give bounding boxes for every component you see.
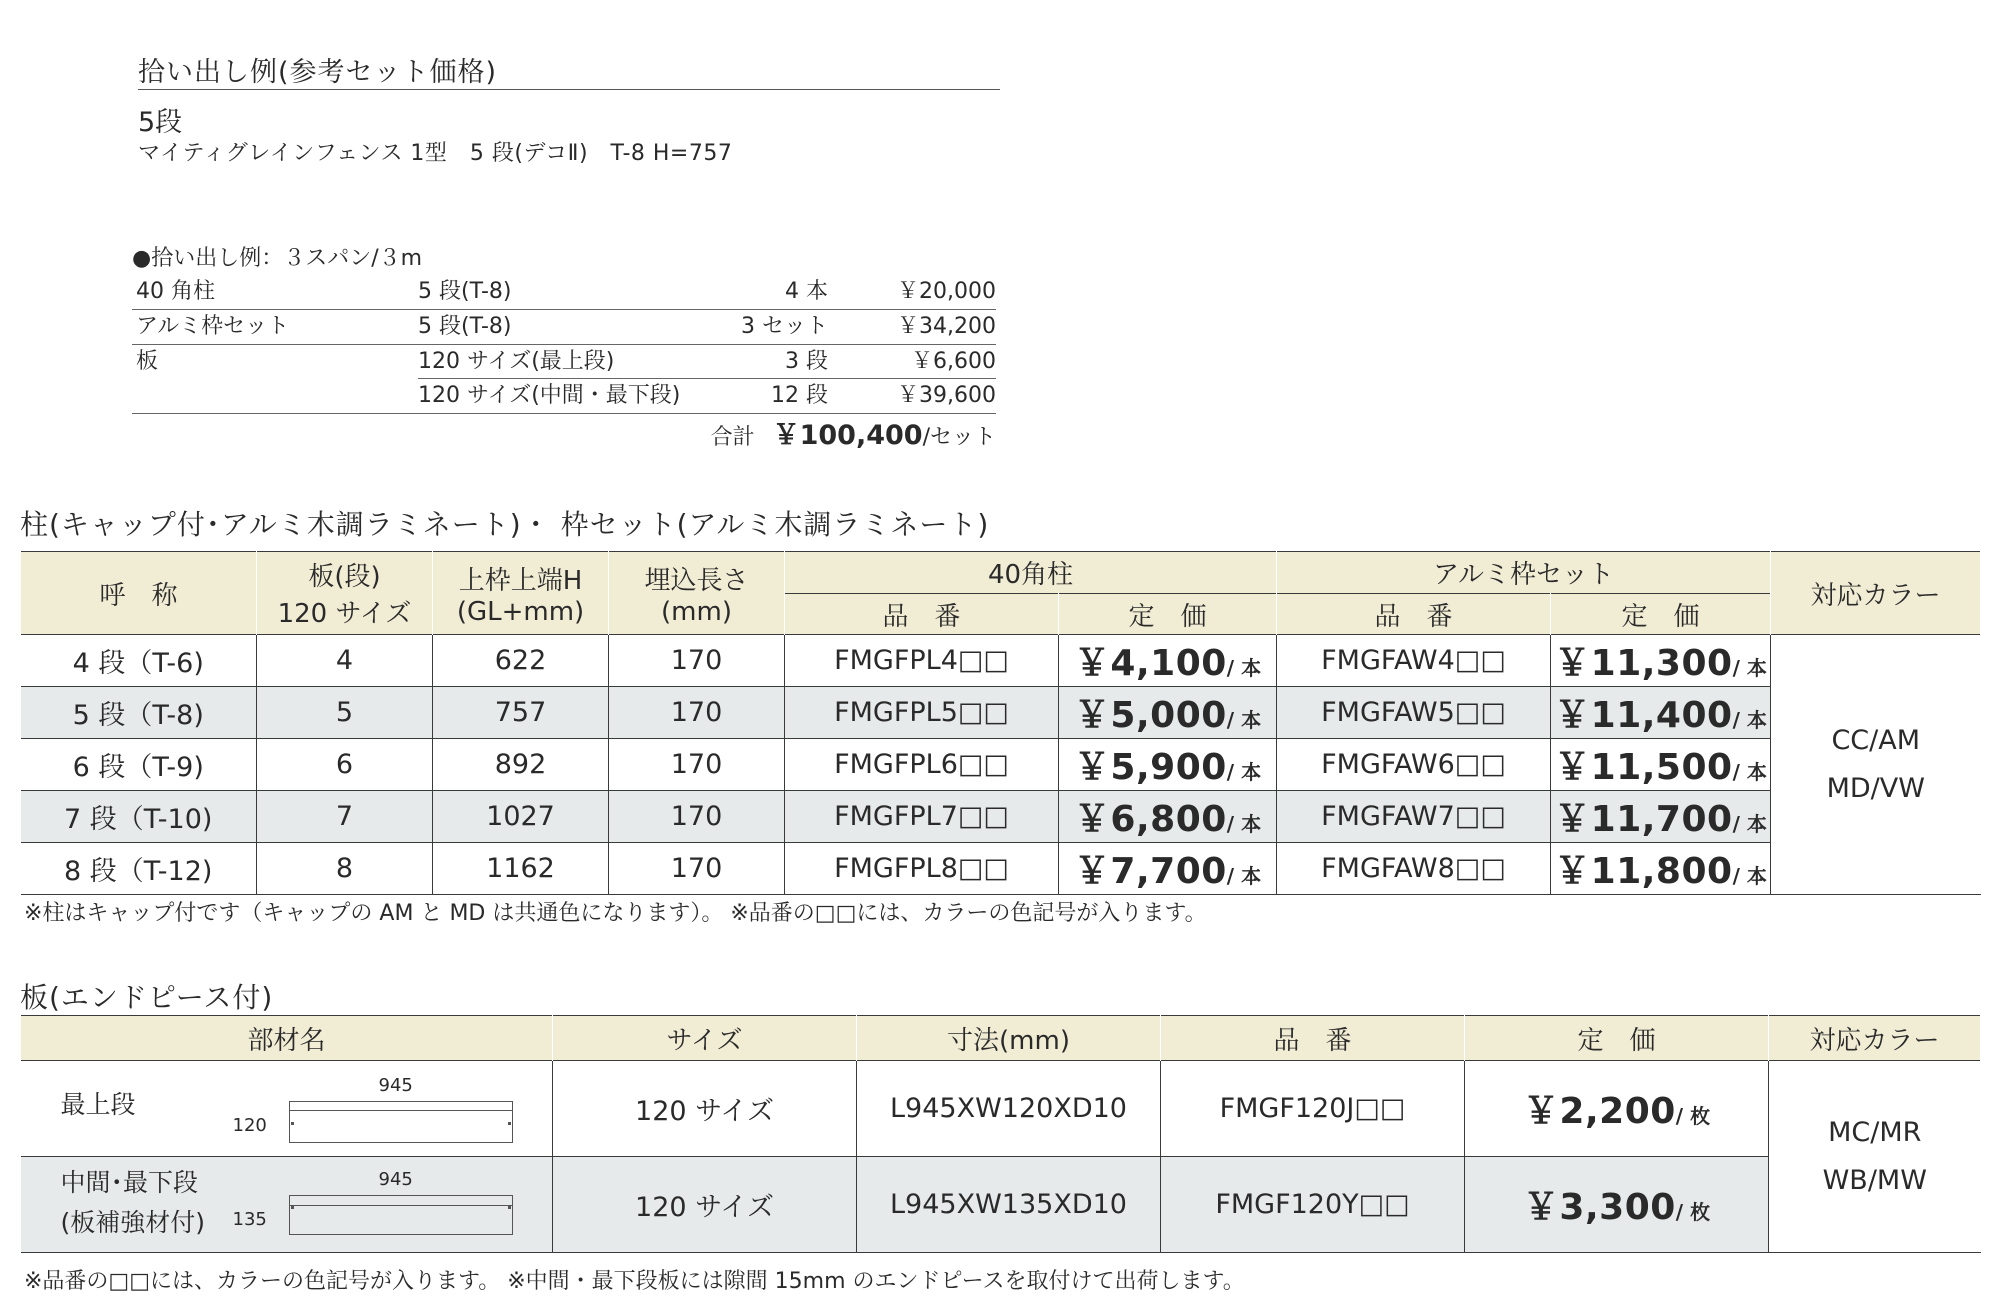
table-row	[21, 1157, 1981, 1253]
post-frame-table	[20, 551, 1981, 895]
calc-item: 板	[136, 349, 159, 374]
part-label: 最上段	[60, 1090, 136, 1119]
row-board: 4	[257, 635, 433, 687]
row-price: ￥3,300/ 枚	[1465, 1157, 1769, 1253]
header-part-no: 品 番	[1161, 1016, 1465, 1061]
header-price: 定 価	[1465, 1016, 1769, 1061]
row-post-price: ￥6,800/ 本	[1059, 791, 1277, 843]
example-title: 拾い出し例(参考セット価格)	[138, 57, 498, 88]
row-frame-price: ￥11,400/ 本	[1551, 687, 1771, 739]
table-row	[21, 687, 1981, 739]
row-frame-price: ￥11,300/ 本	[1551, 635, 1771, 687]
board-height: 120	[232, 1115, 267, 1136]
calc-qty: 3 セット	[741, 314, 828, 339]
header-frame-price: 定 価	[1551, 594, 1771, 635]
table-row	[21, 1061, 1981, 1157]
row-height: 892	[433, 739, 609, 791]
post-colors: CC/AM MD/VW	[1771, 635, 1981, 895]
row-name: 4 段（T-6)	[21, 635, 257, 687]
header-frame: アルミ枠セット	[1277, 552, 1771, 594]
row-size: 120 サイズ	[553, 1061, 857, 1157]
calc-price: ￥39,600	[897, 383, 996, 408]
example-product: マイティグレインフェンス 1型 5 段(デコⅡ) T-8 H=757	[138, 141, 733, 166]
header-post-price: 定 価	[1059, 594, 1277, 635]
row-post-no: FMGFPL6□□	[785, 739, 1059, 791]
calc-spec: 5 段(T-8)	[418, 279, 512, 304]
row-post-price: ￥4,100/ 本	[1059, 635, 1277, 687]
table-row	[21, 739, 1981, 791]
row-post-no: FMGFPL4□□	[785, 635, 1059, 687]
row-embed: 170	[609, 791, 785, 843]
calc-total	[132, 414, 996, 458]
header-post-no: 品 番	[785, 594, 1059, 635]
row-post-no: FMGFPL8□□	[785, 843, 1059, 895]
row-size: 120 サイズ	[553, 1157, 857, 1253]
total-unit: /セット	[922, 425, 996, 450]
section1-title: 柱(キャップ付･アルミ木調ラミネート)・ 枠セット(アルミ木調ラミネート)	[20, 508, 990, 541]
row-board: 6	[257, 739, 433, 791]
row-embed: 170	[609, 843, 785, 895]
board-width: 945	[378, 1169, 413, 1190]
row-board: 7	[257, 791, 433, 843]
header-board: 板(段) 120 サイズ	[257, 552, 433, 635]
calc-row	[132, 379, 996, 414]
row-name: 6 段（T-9)	[21, 739, 257, 791]
board-colors: MC/MR WB/MW	[1769, 1061, 1981, 1253]
section2-note: ※品番の□□には、カラーの色記号が入ります。 ※中間・最下段板には隙間 15mm のエンドピースを取付けて出荷します。	[24, 1269, 1245, 1294]
header-height: 上枠上端H (GL+mm)	[433, 552, 609, 635]
row-frame-no: FMGFAW5□□	[1277, 687, 1551, 739]
table-row	[21, 843, 1981, 895]
row-post-price: ￥5,000/ 本	[1059, 687, 1277, 739]
header-post: 40角柱	[785, 552, 1277, 594]
row-embed: 170	[609, 635, 785, 687]
board-diagram	[289, 1101, 513, 1143]
row-height: 1027	[433, 791, 609, 843]
row-post-price: ￥5,900/ 本	[1059, 739, 1277, 791]
header-part: 部材名	[21, 1016, 553, 1061]
board-width: 945	[378, 1075, 413, 1096]
row-name: 5 段（T-8)	[21, 687, 257, 739]
header-colors: 対応カラー	[1769, 1016, 1981, 1061]
example-dan: 5段	[138, 107, 183, 138]
part-label: 中間･最下段 (板補強材付)	[60, 1168, 206, 1237]
row-embed: 170	[609, 687, 785, 739]
row-height: 1162	[433, 843, 609, 895]
calc-item: アルミ枠セット	[136, 314, 290, 339]
row-frame-no: FMGFAW6□□	[1277, 739, 1551, 791]
header-colors: 対応カラー	[1771, 552, 1981, 635]
row-board: 8	[257, 843, 433, 895]
calc-title: ●拾い出し例：３スパン/３m	[132, 246, 423, 271]
row-post-no: FMGFPL5□□	[785, 687, 1059, 739]
row-frame-no: FMGFAW8□□	[1277, 843, 1551, 895]
header-embed: 埋込長さ (mm)	[609, 552, 785, 635]
calc-row	[132, 275, 996, 310]
row-frame-no: FMGFAW7□□	[1277, 791, 1551, 843]
section2-title: 板(エンドピース付)	[20, 981, 274, 1014]
calc-qty: 12 段	[771, 383, 828, 408]
row-dims: L945XW135XD10	[857, 1157, 1161, 1253]
calc-price: ￥20,000	[897, 279, 996, 304]
total-amount: ￥100,400	[772, 420, 923, 451]
calc-spec: 5 段(T-8)	[418, 314, 512, 339]
row-height: 622	[433, 635, 609, 687]
row-frame-no: FMGFAW4□□	[1277, 635, 1551, 687]
example-divider	[138, 89, 1000, 90]
row-frame-price: ￥11,500/ 本	[1551, 739, 1771, 791]
row-embed: 170	[609, 739, 785, 791]
row-post-no: FMGFPL7□□	[785, 791, 1059, 843]
calc-qty: 3 段	[785, 349, 828, 374]
row-part-no: FMGF120J□□	[1161, 1061, 1465, 1157]
row-height: 757	[433, 687, 609, 739]
row-frame-price: ￥11,800/ 本	[1551, 843, 1771, 895]
row-frame-price: ￥11,700/ 本	[1551, 791, 1771, 843]
calc-row	[132, 345, 996, 379]
row-post-price: ￥7,700/ 本	[1059, 843, 1277, 895]
calc-block	[132, 243, 996, 458]
row-name: 8 段（T-12)	[21, 843, 257, 895]
total-label: 合計	[710, 425, 755, 450]
row-name: 7 段（T-10)	[21, 791, 257, 843]
board-diagram	[289, 1195, 513, 1235]
row-price: ￥2,200/ 枚	[1465, 1061, 1769, 1157]
calc-item: 40 角柱	[136, 279, 215, 304]
header-dims: 寸法(mm)	[857, 1016, 1161, 1061]
table-row	[21, 791, 1981, 843]
table-row	[21, 635, 1981, 687]
header-size: サイズ	[553, 1016, 857, 1061]
calc-spec: 120 サイズ(最上段)	[418, 349, 615, 374]
row-part-no: FMGF120Y□□	[1161, 1157, 1465, 1253]
board-table	[20, 1015, 1981, 1253]
calc-row	[132, 310, 996, 345]
calc-spec: 120 サイズ(中間・最下段)	[418, 383, 681, 408]
header-frame-no: 品 番	[1277, 594, 1551, 635]
calc-qty: 4 本	[785, 279, 828, 304]
board-height: 135	[232, 1209, 267, 1230]
row-dims: L945XW120XD10	[857, 1061, 1161, 1157]
calc-price: ￥6,600	[911, 349, 996, 374]
calc-price: ￥34,200	[897, 314, 996, 339]
section1-note: ※柱はキャップ付です（キャップの AM と MD は共通色になります）。 ※品番の□□には、カラーの色記号が入ります。	[24, 901, 1207, 926]
row-board: 5	[257, 687, 433, 739]
header-name: 呼 称	[21, 552, 257, 635]
row-part	[21, 1061, 553, 1157]
row-part	[21, 1157, 553, 1253]
